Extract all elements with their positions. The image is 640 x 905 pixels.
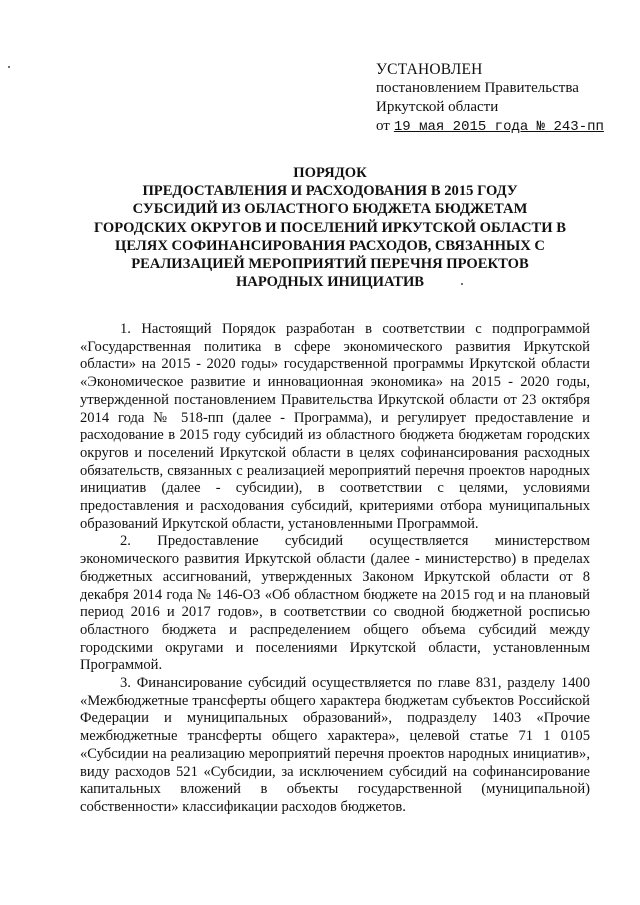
title-line: НАРОДНЫХ ИНИЦИАТИВ — [235, 274, 425, 291]
title-line: ПОРЯДОК — [293, 165, 367, 181]
approval-line-2: Иркутской области — [376, 99, 499, 115]
paragraph-2: 2. Предоставление субсидий осуществляется министерством экономического развития Иркутской области (далее - министерство) в пределах бюджетных ассигнований, утвержденных Законом Иркутской области от 8 декабря 2014 года № 146-ОЗ «Об областном бюджете на 2015 год и на плановый период 2016 и 2017 годов», в соответствии со сводной бюджетной росписью областного бюджета и распределением общего объема субсидий между городскими округами и поселениями Иркутской области, установленным Программой. — [80, 533, 590, 674]
paragraph-1: 1. Настоящий Порядок разработан в соответствии с подпрограммой «Государственная политика в сфере экономического развития Иркутской области» на 2015 - 2020 годы» государственной программы Иркутской области «Экономическое развитие и инновационная экономика» на 2015 - 2020 годы, утвержденной постановлением Правительства Иркутской области от 23 октября 2014 года № 518-пп (далее - Программа), и регулирует предоставление и расходование в 2015 году субсидий из областного бюджета бюджетам городских округов и поселений Иркутской области в целях софинансирования расходных обязательств, связанных с реализацией мероприятий перечня проектов народных инициатив (далее - субсидии), в соответствии с целями, условиями предоставления и расходования субсидий, критериями отбора муниципальных образований Иркутской области, установленными Программой. — [80, 321, 590, 532]
title-line: ПРЕДОСТАВЛЕНИЯ И РАСХОДОВАНИЯ В 2015 ГОДУ — [142, 183, 518, 200]
approval-date-value: 19 мая 2015 года № 243-пп — [393, 119, 604, 135]
title-line: ГОРОДСКИХ ОКРУГОВ И ПОСЕЛЕНИЙ ИРКУТСКОЙ ОБЛАСТИ В — [94, 219, 566, 236]
approval-line-1: постановлением Правительства — [376, 80, 579, 96]
approval-stamp — [376, 60, 626, 137]
approval-date-prefix: от — [376, 118, 390, 134]
approval-heading: УСТАНОВЛЕН — [376, 61, 483, 78]
title-line: СУБСИДИЙ ИЗ ОБЛАСТНОГО БЮДЖЕТА БЮДЖЕТАМ — [132, 201, 528, 218]
approval-date-line — [376, 117, 626, 137]
document-body — [80, 321, 590, 817]
scan-speck — [8, 66, 10, 68]
document-title — [60, 164, 600, 291]
title-line: ЦЕЛЯХ СОФИНАНСИРОВАНИЯ РАСХОДОВ, СВЯЗАННЫХ С — [115, 237, 545, 254]
title-line: РЕАЛИЗАЦИЕЙ МЕРОПРИЯТИЙ ПЕРЕЧНЯ ПРОЕКТОВ — [131, 256, 529, 273]
paragraph-3: 3. Финансирование субсидий осуществляется по главе 831, разделу 1400 «Межбюджетные трансферты общего характера бюджетам субъектов Российской Федерации и муниципальных образований», подразделу 1403 «Прочие межбюджетные трансферты общего характера», целевой статье 71 1 0105 «Субсидии на реализацию мероприятий перечня проектов народных инициатив», виду расходов 521 «Субсидии, за исключением субсидий на софинансирование капитальных вложений в объекты государственной (муниципальной) собственности» классификации расходов бюджетов. — [80, 675, 590, 815]
